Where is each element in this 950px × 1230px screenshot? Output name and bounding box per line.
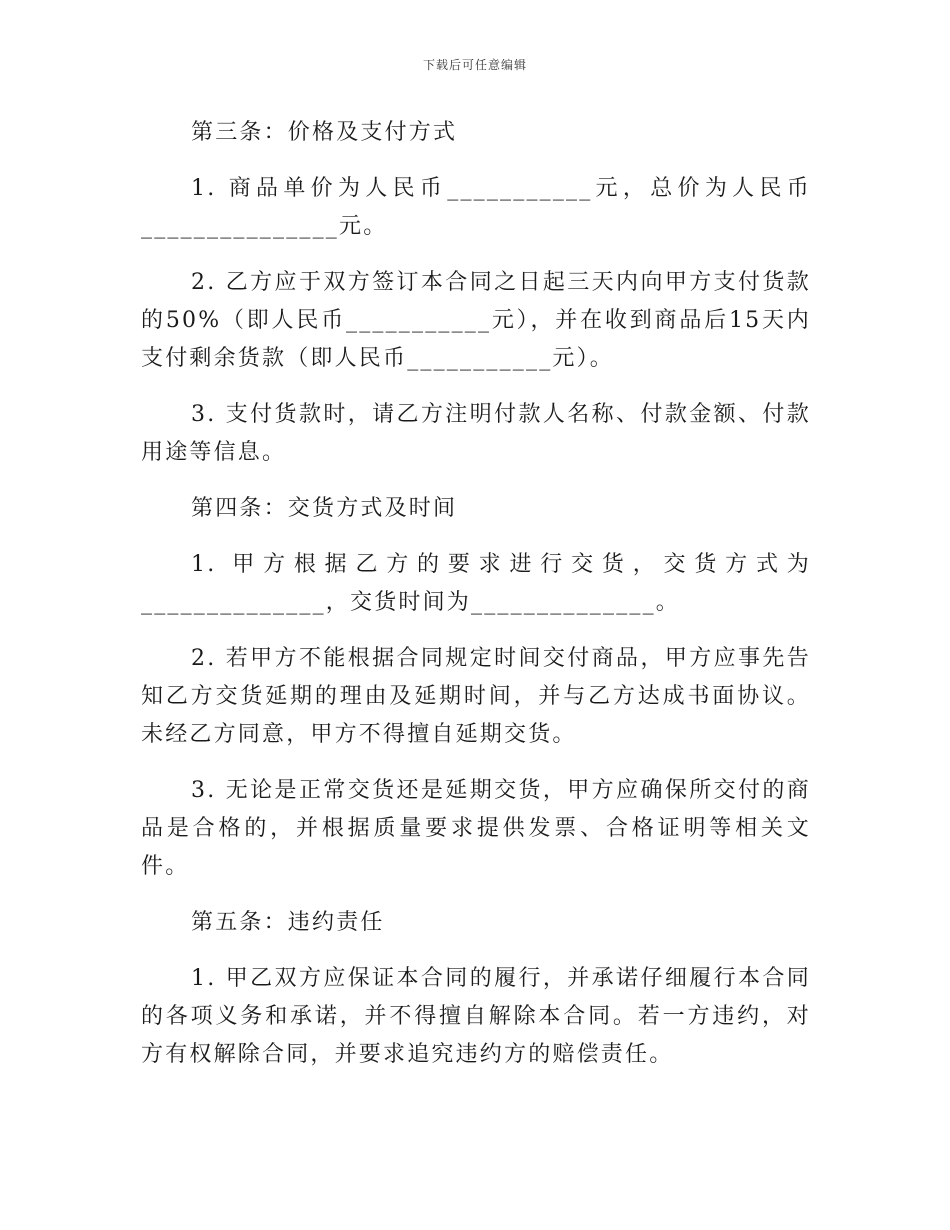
section-4-clause-1: 1. 甲方根据乙方的要求进行交货，交货方式为______________，交货时间为______________。 — [141, 552, 811, 615]
section-3-clause-1: 1. 商品单价为人民币___________元，总价为人民币_______________元。 — [141, 176, 811, 239]
section-4-clause-3: 3. 无论是正常交货还是延期交货，甲方应确保所交付的商品是合格的，并根据质量要求提供发票、合格证明等相关文件。 — [141, 778, 811, 879]
section-3-clause-2: 2. 乙方应于双方签订本合同之日起三天内向甲方支付货款的50%（即人民币___________元），并在收到商品后15天内支付剩余货款（即人民币___________元）。 — [141, 270, 811, 371]
document-body — [141, 114, 811, 1092]
section-5-clause-1: 1. 甲乙双方应保证本合同的履行，并承诺仔细履行本合同的各项义务和承诺，并不得擅自解除本合同。若一方违约，对方有权解除合同，并要求追究违约方的赔偿责任。 — [141, 966, 811, 1067]
section-3-heading: 第三条：价格及支付方式 — [191, 120, 458, 145]
page-header: 下载后可任意编辑 — [422, 58, 527, 72]
section-4-clause-2: 2. 若甲方不能根据合同规定时间交付商品，甲方应事先告知乙方交货延期的理由及延期时间，并与乙方达成书面协议。未经乙方同意，甲方不得擅自延期交货。 — [141, 646, 811, 747]
section-4-heading: 第四条：交货方式及时间 — [191, 496, 458, 521]
section-3-clause-3: 3. 支付货款时，请乙方注明付款人名称、付款金额、付款用途等信息。 — [141, 402, 811, 465]
section-5-heading: 第五条：违约责任 — [191, 910, 385, 935]
